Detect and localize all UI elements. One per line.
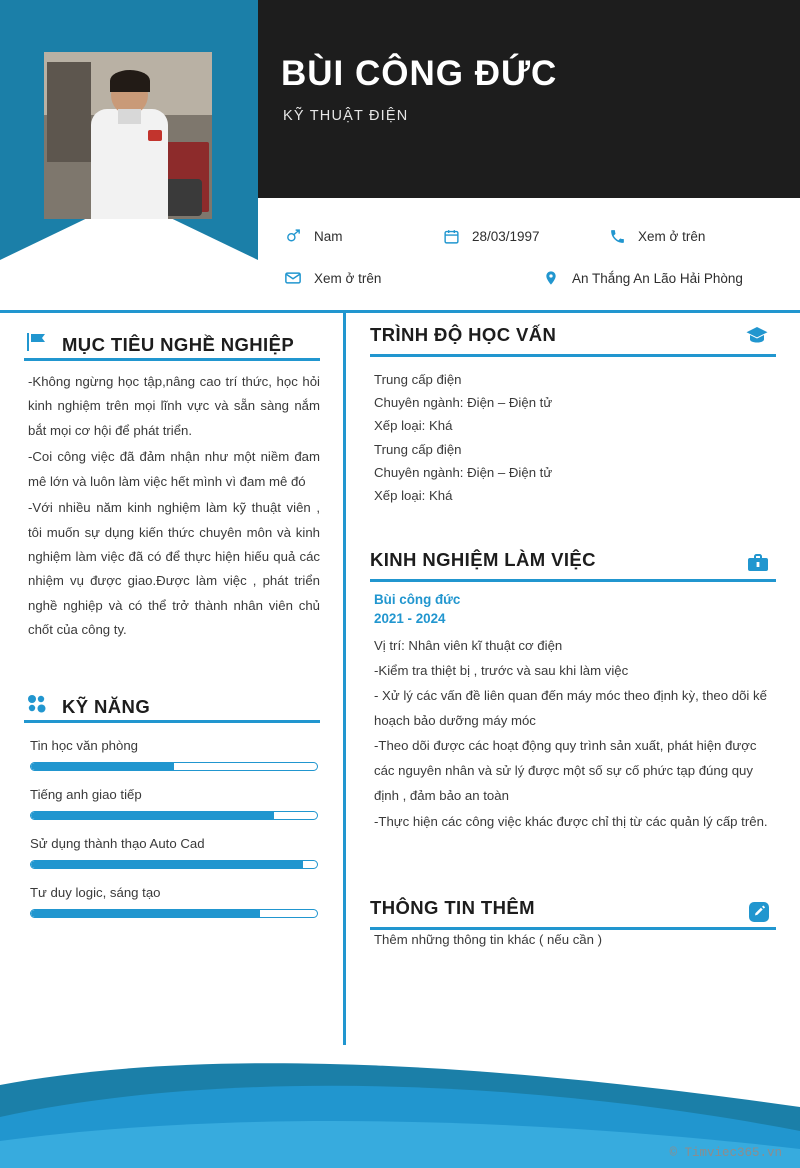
skill-bar [30,762,318,771]
contact-address [540,268,743,288]
graduation-cap-icon [742,324,772,353]
contact-block [258,198,800,302]
section-objective-title: MỤC TIÊU NGHỀ NGHIỆP [62,333,295,355]
header-dark-panel [258,0,800,198]
section-education-title: TRÌNH ĐỘ HỌC VẤN [370,324,557,345]
pencil-icon [746,900,772,929]
section-more-header [370,897,535,919]
experience-entry [374,592,778,834]
contact-birthday [440,226,540,246]
section-skills-rule [24,720,320,723]
contact-phone [606,226,705,246]
contact-phone-value: Xem ở trên [638,228,706,244]
contact-email [282,268,381,288]
skill-item [30,738,318,771]
credit-text: © Timviec365.vn [669,1146,782,1160]
objective-paragraph: -Coi công việc đã đảm nhận như một niềm đam mê lớn và luôn làm việc hết mình vì đam mê đó [28,449,320,489]
experience-line: -Thực hiện các công việc khác được chỉ thị từ các quản lý cấp trên. [374,813,768,829]
skill-bar [30,860,318,869]
experience-body [374,633,778,834]
contact-email-value: Xem ở trên [314,270,382,286]
skill-bar-fill [31,861,303,868]
page-title: BÙI CÔNG ĐỨC [281,54,558,93]
column-divider [343,310,346,1045]
skill-item [30,836,318,869]
job-title: KỸ THUẬT ĐIỆN [283,108,409,124]
skill-bar [30,909,318,918]
section-objective-rule [24,358,320,361]
education-entry [374,368,774,437]
section-more-title: THÔNG TIN THÊM [370,897,535,918]
education-school: Trung cấp điện [374,372,462,387]
experience-line: - Xử lý các vấn đề liên quan đến máy móc theo định kỳ, theo dõi kế hoạch bảo dưỡng máy móc [374,688,767,729]
education-entry [374,438,774,507]
avatar [44,52,212,219]
more-text: Thêm những thông tin khác ( nếu cần ) [374,932,603,947]
skill-bar-fill [31,812,274,819]
education-school: Trung cấp điện [374,442,462,457]
experience-years: 2021 - 2024 [374,611,446,626]
section-experience-header [370,549,596,571]
section-skills-title: KỸ NĂNG [62,695,151,717]
footer [0,1045,800,1168]
section-education-rule [370,354,776,357]
calendar-icon [440,226,462,246]
skill-item [30,787,318,820]
experience-line: -Theo dõi được các hoạt động quy trình sản xuất, phát hiện được các nguyên nhân và sử lý được một số sự cố phức tạp đúng quy định , đảm bảo an toàn [374,738,757,804]
gender-icon [282,226,304,246]
skill-label: Sử dụng thành thạo Auto Cad [30,836,205,851]
education-major: Chuyên ngành: Điện – Điện tử [374,395,553,411]
experience-line: Vị trí: Nhân viên kĩ thuật cơ điện [374,638,563,653]
section-experience-rule [370,579,776,582]
education-major: Chuyên ngành: Điện – Điện tử [374,465,553,481]
section-education-header [370,324,556,346]
skill-bar-fill [31,763,174,770]
objective-body [28,370,320,645]
skill-label: Tư duy logic, sáng tạo [30,885,161,900]
contact-birthday-value: 28/03/1997 [472,228,540,244]
skill-bar [30,811,318,820]
skill-item [30,885,318,918]
location-icon [540,268,562,288]
flag-icon [24,330,50,359]
skills-icon [24,692,50,721]
education-rank: Xếp loại: Khá [374,488,453,504]
experience-company: Bùi công đức [374,592,461,607]
objective-paragraph: -Không ngừng học tập,nâng cao trí thức, học hỏi kinh nghiệm trên mọi lĩnh vực và sẵn sàng nắm bắt mọi cơ hội để phát triển. [28,374,320,438]
skill-label: Tin học văn phòng [30,738,139,753]
section-objective-header [24,330,294,359]
contact-address-value: An Thắng An Lão Hải Phòng [572,270,743,286]
header-divider [0,310,800,313]
contact-gender [282,226,343,246]
phone-icon [606,226,628,246]
section-skills-header [24,692,150,721]
cv-header [0,0,800,310]
briefcase-icon [744,551,772,580]
section-more-rule [370,927,776,930]
skill-bar-fill [31,910,260,917]
education-rank: Xếp loại: Khá [374,418,453,434]
skill-label: Tiếng anh giao tiếp [30,787,142,802]
contact-gender-value: Nam [314,228,343,244]
objective-paragraph: -Với nhiều năm kinh nghiệm làm kỹ thuật viên , tôi muốn sự dụng kiến thức chuyên môn và kinh nghiệm làm việc đã có để thực hiện hiếu quả các nhiệm vụ được giao.Được làm việc , phát triển nghề nghiệp và có thể trở thành nhân viên chủ chốt của công ty. [28,500,320,638]
experience-line: -Kiểm tra thiệt bị , trước và sau khi làm việc [374,663,629,679]
section-experience-title: KINH NGHIỆM LÀM VIỆC [370,549,596,570]
email-icon [282,268,304,288]
